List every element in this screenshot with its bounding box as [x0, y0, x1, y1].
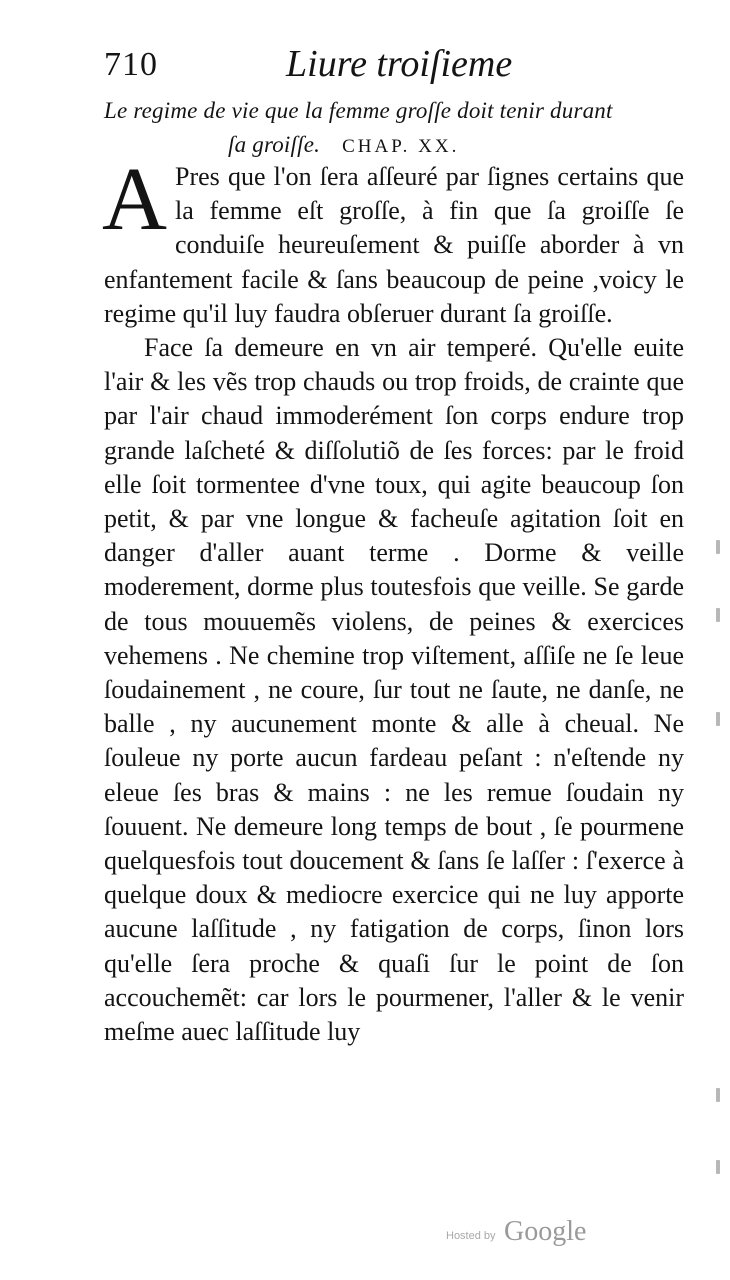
chapter-title-line-1: Le regime de vie que la femme groſſe doit tenir durant [104, 98, 613, 123]
paragraph-2-text: Face ſa demeure en vn air temperé. Qu'elle euite l'air & les vẽs trop chauds ou trop froids, de crainte que par l'air chaud immoderément ſon corps endure trop grande laſcheté & diſſolutiõ de ſes forces: par le froid elle ſoit tormentee d'vne toux, qui agite beaucoup ſon petit, & par vne longue & facheuſe agitation ſoit en danger d'aller auant terme . Dorme & veille moderement, dorme plus toutesfois que veille. Se garde de tous mouuemẽs violens, de peines & exercices vehemens . Ne chemine trop viſtement, aſſiſe ne ſe leue ſoudainement , ne coure, ſur tout ne ſaute, ne danſe, ne balle , ny aucunement monte & alle à cheual. Ne ſouleue ny porte aucun fardeau peſant : n'eſtende ny eleue ſes bras & mains : ne les remue ſoudain ny ſouuent. Ne demeure long temps de bout , ſe pourmene quelquesfois tout doucement & ſans ſe laſſer : ſ'exerce à quelque doux & mediocre exercice qui ne luy apporte aucune laſſitude , ny fatigation de corps, ſinon lors qu'elle ſera proche & quaſi ſur le point de ſon accouchemẽt: car lors le pourmener, l'aller & le venir meſme auec laſſitude luy [104, 333, 684, 1047]
chapter-heading [104, 94, 694, 164]
paragraph-2 [104, 331, 684, 1049]
margin-mark [716, 608, 720, 622]
google-logo-text: Google [504, 1216, 587, 1247]
margin-mark [716, 540, 720, 554]
drop-cap: A [102, 150, 167, 249]
paragraph-1-text: Pres que l'on ſera aſſeuré par ſignes certains que la femme eſt groſſe, à fin que ſa groiſſe ſe conduiſe heureuſement & puiſſe aborder à vn enfantement facile & ſans beaucoup de peine ,voicy le regime qu'il luy faudra obſeruer durant ſa groiſſe. [104, 162, 684, 328]
page-header [104, 40, 664, 90]
margin-mark [716, 712, 720, 726]
hosted-by-label: Hosted by [446, 1230, 496, 1242]
chapter-title-line-2: ſa groiſſe. [228, 132, 321, 157]
body-text [102, 150, 684, 1049]
google-watermark [446, 1218, 646, 1258]
margin-mark [716, 1160, 720, 1174]
chapter-title-line-2-wrap [104, 128, 694, 164]
margin-mark [716, 1088, 720, 1102]
running-title: Liure troiſieme [286, 43, 513, 85]
chapter-label: CHAP. XX. [342, 136, 460, 157]
paragraph-1 [102, 150, 684, 331]
page-number: 710 [104, 46, 158, 83]
